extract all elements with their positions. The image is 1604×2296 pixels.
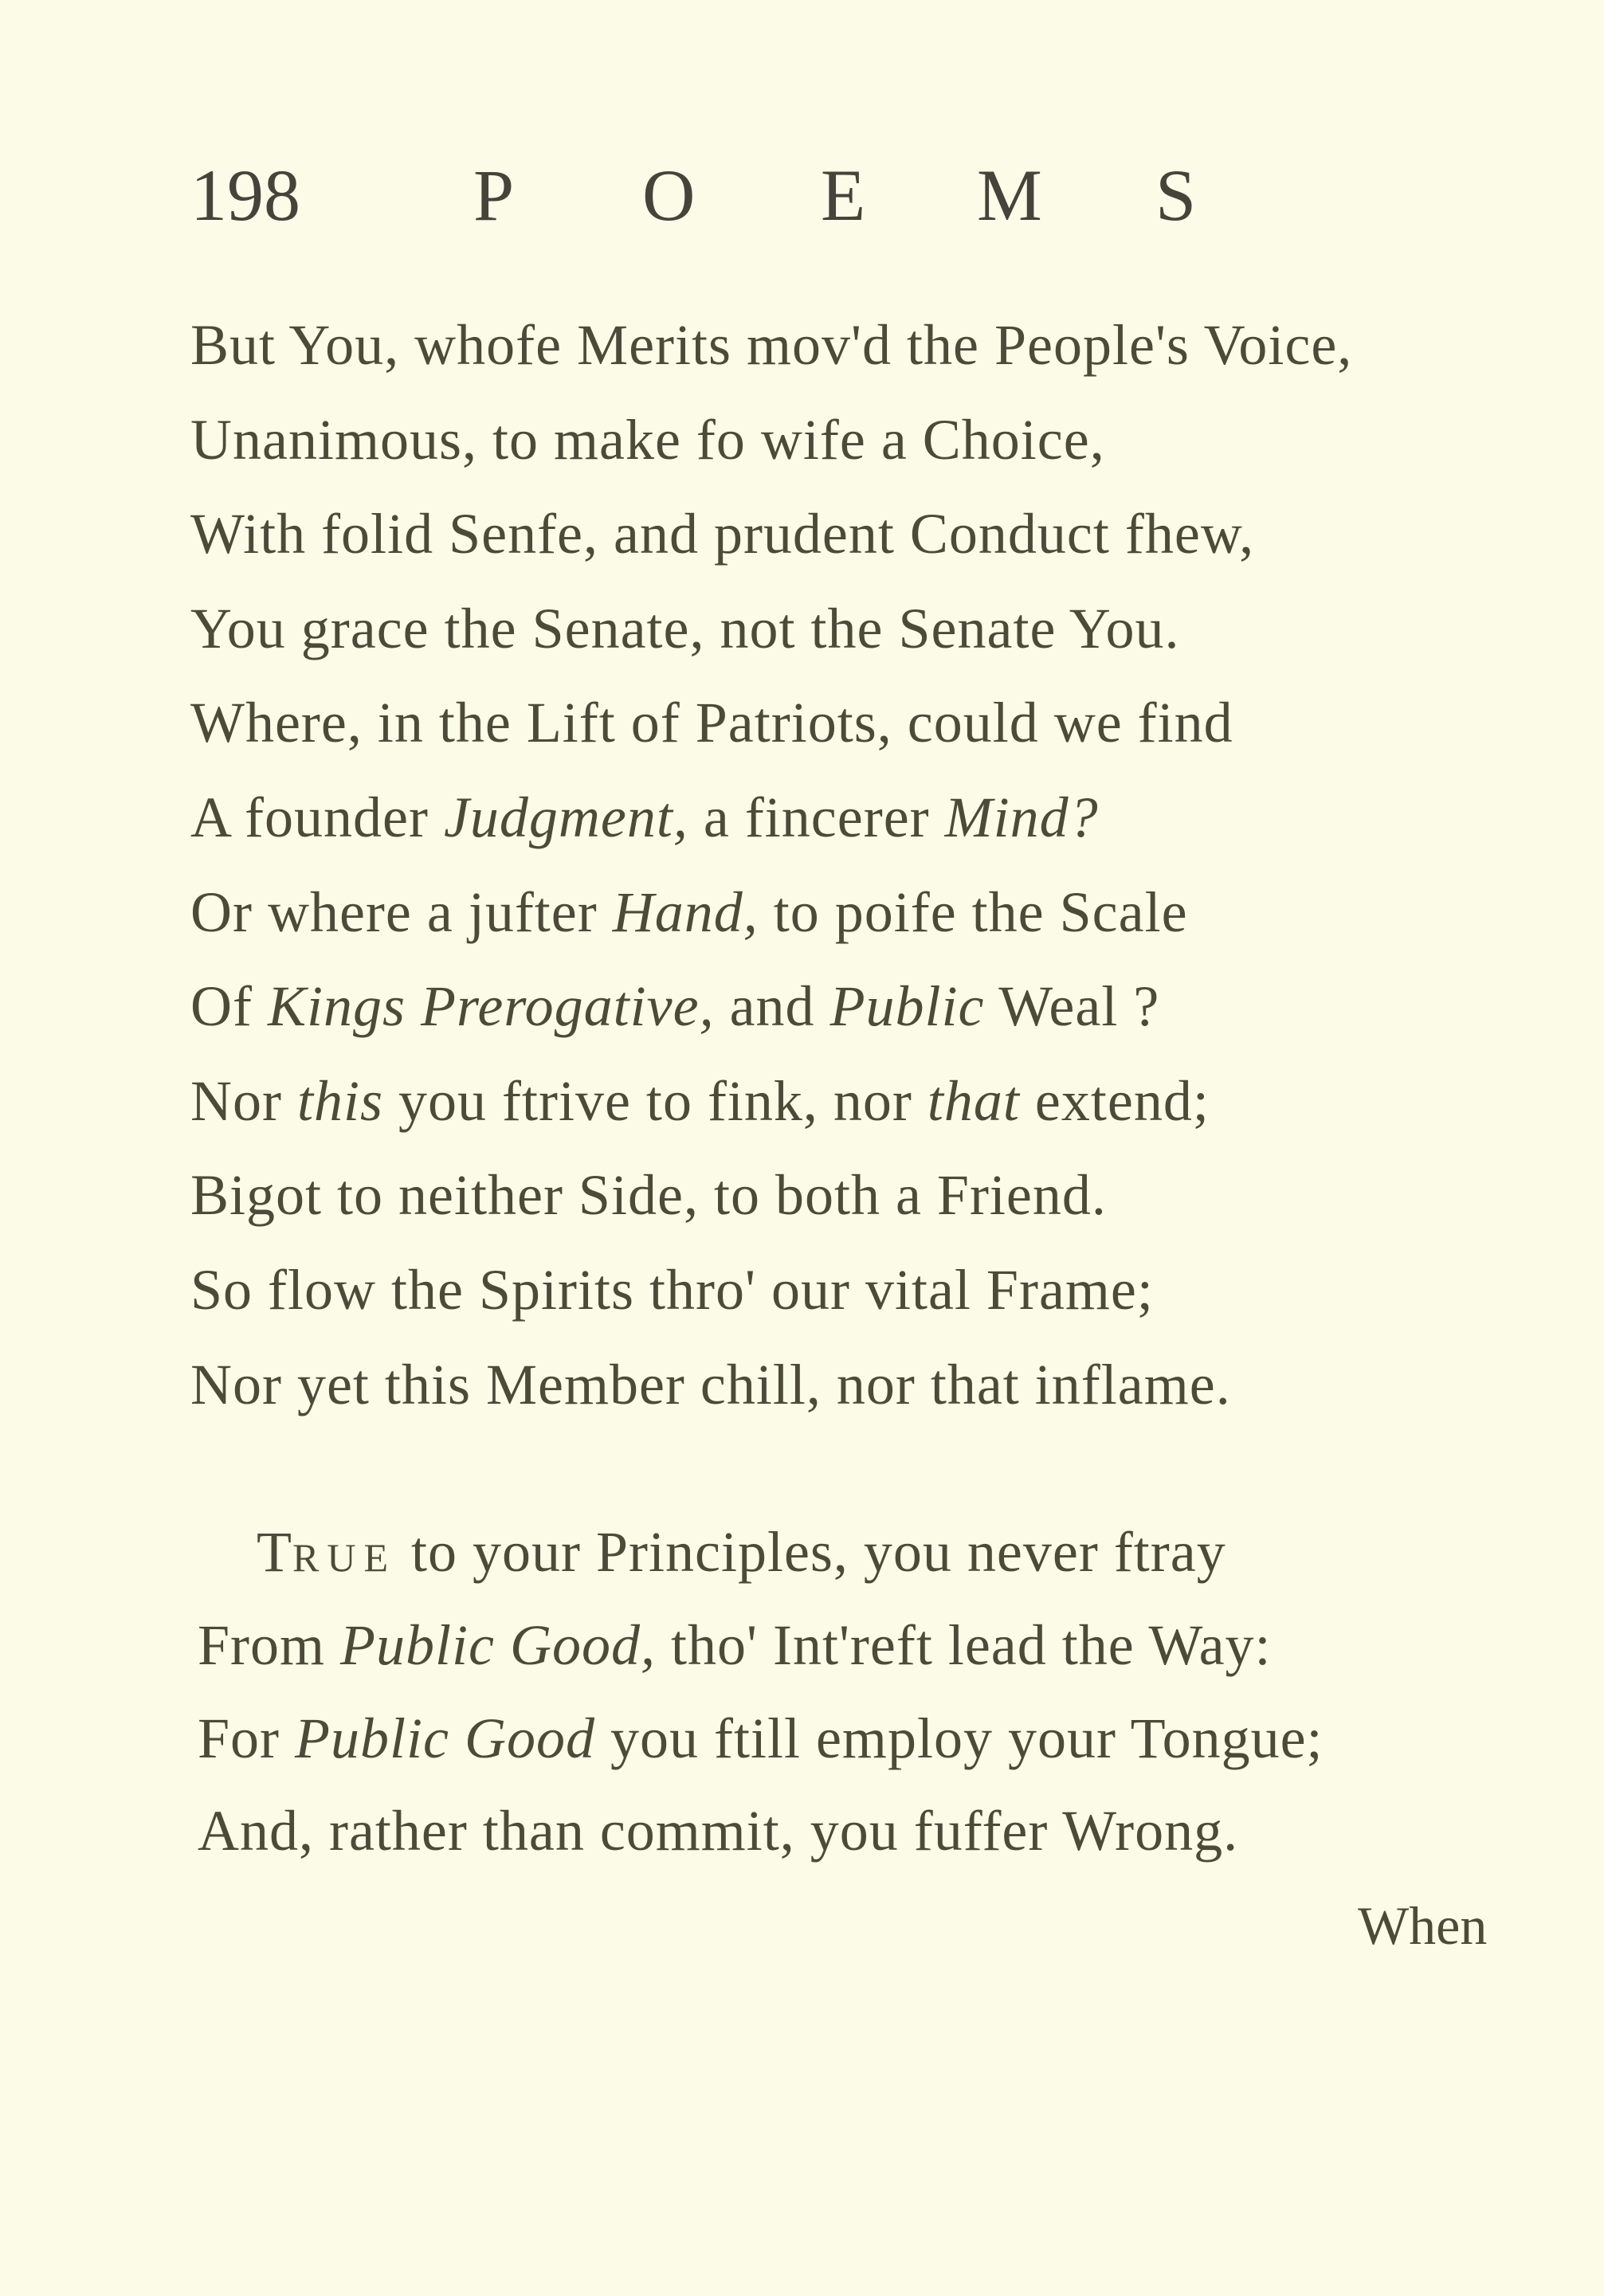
verse-text: extend;	[1019, 1068, 1210, 1133]
verse-text: A founder	[190, 786, 444, 849]
page-number: 198	[190, 155, 300, 236]
italic-text: this	[296, 1068, 384, 1133]
verse-line	[190, 498, 1254, 570]
verse-line	[190, 876, 1188, 948]
catchword: When	[1358, 1895, 1488, 1956]
verse-line	[198, 1609, 1272, 1681]
running-title-letter: M	[977, 155, 1042, 236]
verse-line	[190, 593, 1180, 664]
running-title-letter: P	[473, 155, 515, 236]
verse-text: But You, whofe Merits mov'd the People's Voice,	[190, 313, 1353, 377]
verse-text: you ftill employ your Tongue;	[594, 1706, 1324, 1770]
italic-text: Public	[829, 974, 985, 1039]
verse-line	[190, 309, 1352, 381]
verse-text: Unanimous, to make fo wife a Choice,	[190, 407, 1105, 472]
verse-text: to your Principles, you never ftray	[395, 1520, 1226, 1584]
verse-line	[190, 970, 1159, 1042]
verse-line	[198, 1795, 1238, 1867]
verse-text: You grace the Senate, not the Senate You.	[190, 596, 1180, 660]
verse-line	[190, 782, 1099, 853]
verse-text: Nor	[190, 1068, 297, 1133]
italic-text: Hand,	[612, 880, 759, 944]
verse-line	[190, 1159, 1107, 1231]
italic-text: Public Good	[295, 1706, 595, 1770]
verse-text: From	[198, 1612, 341, 1677]
verse-text: Of	[190, 974, 268, 1039]
italic-text: that	[927, 1068, 1020, 1133]
verse-line	[190, 1254, 1154, 1326]
verse-text: And, rather than commit, you fuffer Wrong.	[198, 1799, 1239, 1863]
verse-text: Bigot to neither Side, to both a Friend.	[190, 1163, 1107, 1228]
verse-text: So flow the Spirits thro' our vital Frame;	[190, 1258, 1154, 1322]
verse-text: you ftrive to fink, nor	[383, 1068, 927, 1133]
italic-text: Judgment,	[443, 786, 688, 849]
verse-text: and	[714, 974, 830, 1039]
verse-line	[190, 404, 1105, 476]
italic-text: Kings Prerogative,	[267, 974, 715, 1039]
italic-text: Mind?	[944, 786, 1099, 849]
verse-line	[190, 1065, 1210, 1137]
verse-text: T	[257, 1520, 292, 1584]
verse-line	[198, 1702, 1324, 1774]
verse-text: Weal ?	[984, 974, 1160, 1039]
small-caps-text: RUE	[292, 1535, 396, 1580]
verse-text: Or where a jufter	[190, 880, 613, 944]
verse-text: Nor yet this Member chill, nor that inflame.	[190, 1352, 1231, 1416]
verse-line	[190, 1349, 1231, 1420]
verse-line	[190, 687, 1233, 758]
verse-text: With folid Senfe, and prudent Conduct fhew,	[190, 502, 1255, 566]
verse-text: Where, in the Lift of Patriots, could we find	[190, 691, 1233, 755]
italic-text: Public Good,	[340, 1612, 656, 1677]
running-title-letter: S	[1155, 155, 1197, 236]
running-title-letter: O	[642, 155, 696, 236]
running-title-letter: E	[821, 155, 866, 236]
verse-text: to poife the Scale	[758, 880, 1188, 944]
verse-text: tho' Int'reft lead the Way:	[655, 1612, 1272, 1677]
verse-text: a fincerer	[688, 786, 945, 849]
verse-text: For	[198, 1706, 296, 1770]
verse-line	[257, 1516, 1226, 1593]
